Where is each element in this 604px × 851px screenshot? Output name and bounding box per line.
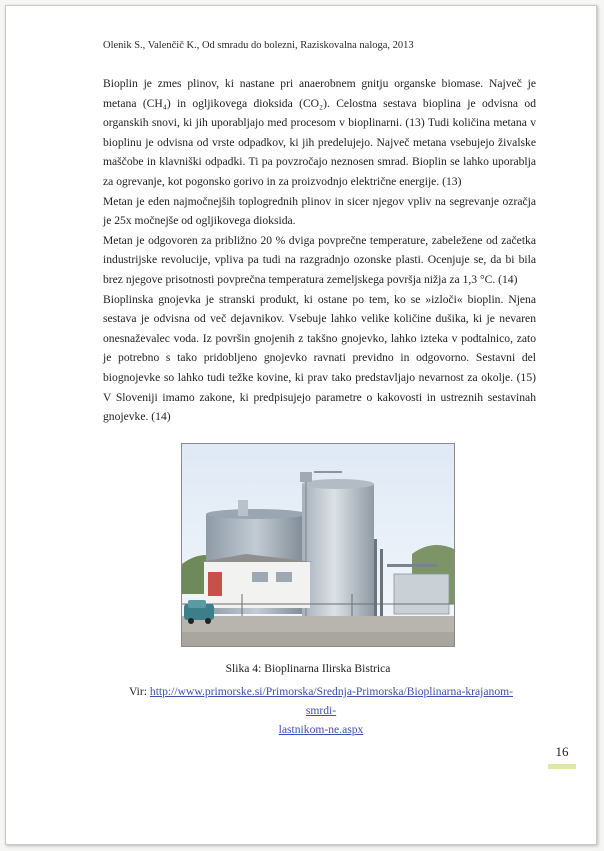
running-header: Olenik S., Valenčič K., Od smradu do bolezni, Raziskovalna naloga, 2013 [103,40,414,51]
paragraph-metan-temperatura: Metan je odgovoren za približno 20 % dviga povprečne temperature, zabeležene od začetka industrijske revolucije, vpliva pa tudi na razgradnjo ozonske plasti. Ocenjuje se, da bi bila brez njegove prisotnosti povprečna temperatura zemeljskega površja nižja za 1,3 °C. (14) [103,233,536,286]
source-url-line2: lastnikom-ne.aspx [278,723,364,736]
document-page [5,5,597,845]
figure-caption: Slika 4: Bioplinarna Ilirska Bistrica [225,662,391,675]
paragraph-bioplin: Bioplin je zmes plinov, ki nastane pri anaerobnem gnitju organske biomase. Največ je metana (CH₄) in ogljikovega dioksida (CO₂). Celostna sestava bioplina je odvisna od organskih snovi, ki jih uporabljajo med procesom v bioplinarni. (13) Tudi količina metana v bioplinu je odvisna od vrste odpadkov, ki jih predelujejo. Največ metana vsebujejo živalske maščobe in klavniški odpadki. Ti pa povzročajo neznosen smrad. Bioplin se lahko uporablja za ogrevanje, kot pogonsko gorivo in za proizvodnjo električne energije. (13) [103,77,536,188]
page-number-underline [548,764,576,769]
paragraph-metan-toplogredni: Metan je eden najmočnejših toplogrednih plinov in sicer njegov vpliv na segrevanje ozračja je 25x močnejše od ogljikovega dioksida. [103,194,536,228]
page-number: 16 [555,744,569,759]
figure-source [121,682,521,739]
source-label: Vir: [129,685,147,698]
source-url-line1: http://www.primorske.si/Primorska/Srednja-Primorska/Bioplinarna-krajanom-smrdi- [149,685,513,717]
body-text [103,74,536,427]
biogas-plant-photo [181,443,455,647]
biogas-plant-illustration [182,444,454,646]
source-link[interactable] [150,685,513,736]
paragraph-gnojevka: Bioplinska gnojevka je stranski produkt, ki ostane po tem, ko se »izloči« bioplin. Njena sestava je odvisna od več dejavnikov. Vsebuje lahko velike količine dušika, ki je nevaren onesnaževalec voda. Iz površin gnojenih z takšno gnojevko, lahko izteka v podtalnico, zato je potrebno s tako pridobljeno gnojevko ravnati previdno in odgovorno. Sestavni del biognojevke so lahko tudi težke kovine, ki prav tako predstavljajo nevarnost za okolje. (15) V Sloveniji imamo zakone, ki predpisujejo parametre o kakovosti in ustreznih sestavinah gnojevke. (14) [103,292,536,424]
